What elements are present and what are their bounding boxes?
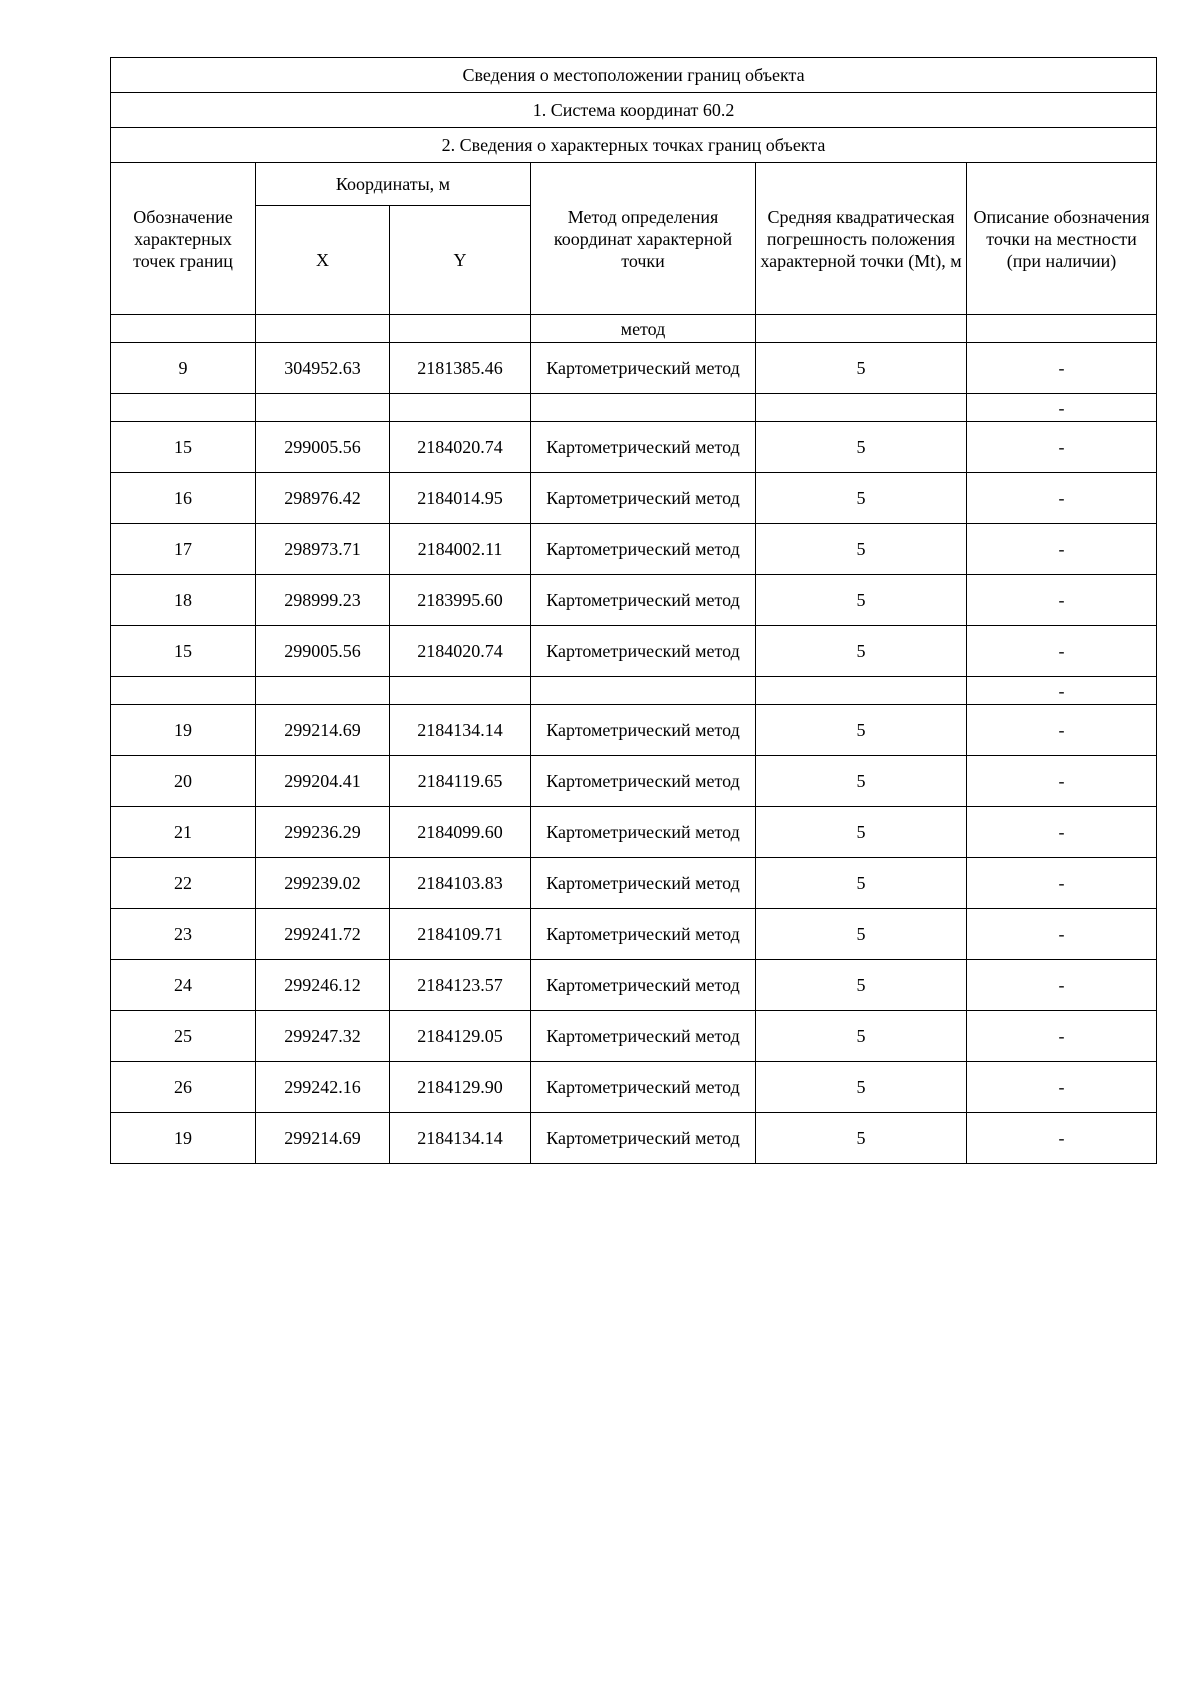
x-cell: 299005.56 [256, 422, 390, 473]
description-cell: - [967, 677, 1157, 705]
y-cell: 2184002.11 [390, 524, 531, 575]
point-cell [111, 394, 256, 422]
error-cell: 5 [756, 960, 967, 1011]
error-cell: 5 [756, 1062, 967, 1113]
error-cell: 5 [756, 473, 967, 524]
x-cell [256, 315, 390, 343]
method-cell: Картометрический метод [531, 960, 756, 1011]
error-cell: 5 [756, 1113, 967, 1164]
x-cell [256, 394, 390, 422]
table-row [111, 524, 1157, 575]
x-cell: 299204.41 [256, 756, 390, 807]
method-cell: метод [531, 315, 756, 343]
method-cell: Картометрический метод [531, 909, 756, 960]
method-cell: Картометрический метод [531, 343, 756, 394]
title-row [111, 58, 1157, 93]
point-cell: 19 [111, 1113, 256, 1164]
point-cell: 22 [111, 858, 256, 909]
table-row [111, 394, 1157, 422]
method-cell: Картометрический метод [531, 626, 756, 677]
method-cell: Картометрический метод [531, 1011, 756, 1062]
description-cell: - [967, 422, 1157, 473]
y-cell: 2184129.90 [390, 1062, 531, 1113]
point-cell: 21 [111, 807, 256, 858]
description-cell: - [967, 524, 1157, 575]
x-cell: 299247.32 [256, 1011, 390, 1062]
error-cell: 5 [756, 422, 967, 473]
y-cell: 2184129.05 [390, 1011, 531, 1062]
x-cell: 299239.02 [256, 858, 390, 909]
y-cell: 2184103.83 [390, 858, 531, 909]
description-cell [967, 315, 1157, 343]
description-cell: - [967, 960, 1157, 1011]
y-cell [390, 315, 531, 343]
point-cell: 15 [111, 422, 256, 473]
error-cell: 5 [756, 1011, 967, 1062]
error-cell: 5 [756, 524, 967, 575]
x-cell: 299214.69 [256, 705, 390, 756]
y-cell: 2184134.14 [390, 1113, 531, 1164]
table-row [111, 858, 1157, 909]
x-cell: 298973.71 [256, 524, 390, 575]
description-cell: - [967, 807, 1157, 858]
x-cell: 299246.12 [256, 960, 390, 1011]
table-row [111, 422, 1157, 473]
error-cell: 5 [756, 909, 967, 960]
error-cell: 5 [756, 858, 967, 909]
method-cell: Картометрический метод [531, 858, 756, 909]
point-cell: 16 [111, 473, 256, 524]
description-cell: - [967, 343, 1157, 394]
header-coordinates: Координаты, м [256, 163, 531, 206]
method-cell: Картометрический метод [531, 756, 756, 807]
table-row [111, 626, 1157, 677]
description-cell: - [967, 1011, 1157, 1062]
y-cell: 2184099.60 [390, 807, 531, 858]
point-cell: 18 [111, 575, 256, 626]
table-row [111, 960, 1157, 1011]
description-cell: - [967, 394, 1157, 422]
method-cell [531, 677, 756, 705]
description-cell: - [967, 626, 1157, 677]
coordinate-system-row [111, 93, 1157, 128]
table-row [111, 756, 1157, 807]
header-method: Метод определения координат характерной точки [531, 163, 756, 315]
method-cell: Картометрический метод [531, 807, 756, 858]
table-row [111, 1011, 1157, 1062]
x-cell: 299005.56 [256, 626, 390, 677]
y-cell: 2184020.74 [390, 422, 531, 473]
error-cell [756, 315, 967, 343]
x-cell: 299241.72 [256, 909, 390, 960]
point-cell: 17 [111, 524, 256, 575]
error-cell [756, 394, 967, 422]
y-cell: 2184123.57 [390, 960, 531, 1011]
point-cell: 24 [111, 960, 256, 1011]
header-y: Y [390, 206, 531, 315]
description-cell: - [967, 705, 1157, 756]
method-cell: Картометрический метод [531, 705, 756, 756]
y-cell: 2181385.46 [390, 343, 531, 394]
table-row [111, 1062, 1157, 1113]
y-cell [390, 394, 531, 422]
method-cell: Картометрический метод [531, 422, 756, 473]
point-cell: 15 [111, 626, 256, 677]
method-cell: Картометрический метод [531, 575, 756, 626]
y-cell: 2184119.65 [390, 756, 531, 807]
description-cell: - [967, 473, 1157, 524]
point-cell: 26 [111, 1062, 256, 1113]
points-title-row [111, 128, 1157, 163]
description-cell: - [967, 909, 1157, 960]
table-row [111, 1113, 1157, 1164]
boundary-points-table [110, 57, 1157, 1164]
description-cell: - [967, 858, 1157, 909]
error-cell: 5 [756, 626, 967, 677]
x-cell: 299236.29 [256, 807, 390, 858]
table-row [111, 473, 1157, 524]
description-cell: - [967, 575, 1157, 626]
table-title: Сведения о местоположении границ объекта [111, 58, 1157, 93]
description-cell: - [967, 1113, 1157, 1164]
coordinate-system: 1. Система координат 60.2 [111, 93, 1157, 128]
method-cell [531, 394, 756, 422]
y-cell [390, 677, 531, 705]
header-error: Средняя квадратическая погрешность положения характерной точки (Mt), м [756, 163, 967, 315]
x-cell: 304952.63 [256, 343, 390, 394]
error-cell: 5 [756, 343, 967, 394]
y-cell: 2184014.95 [390, 473, 531, 524]
x-cell [256, 677, 390, 705]
description-cell: - [967, 1062, 1157, 1113]
table-row [111, 575, 1157, 626]
error-cell [756, 677, 967, 705]
point-cell [111, 677, 256, 705]
table-row [111, 909, 1157, 960]
x-cell: 298976.42 [256, 473, 390, 524]
table-row [111, 807, 1157, 858]
points-section-title: 2. Сведения о характерных точках границ объекта [111, 128, 1157, 163]
description-cell: - [967, 756, 1157, 807]
x-cell: 298999.23 [256, 575, 390, 626]
table-row [111, 705, 1157, 756]
point-cell [111, 315, 256, 343]
point-cell: 9 [111, 343, 256, 394]
header-row-1 [111, 163, 1157, 206]
y-cell: 2184134.14 [390, 705, 531, 756]
header-x: X [256, 206, 390, 315]
point-cell: 19 [111, 705, 256, 756]
y-cell: 2184109.71 [390, 909, 531, 960]
method-cell: Картометрический метод [531, 473, 756, 524]
table-body [111, 58, 1157, 1164]
error-cell: 5 [756, 756, 967, 807]
x-cell: 299214.69 [256, 1113, 390, 1164]
method-cell: Картометрический метод [531, 1062, 756, 1113]
method-cell: Картометрический метод [531, 1113, 756, 1164]
method-cell: Картометрический метод [531, 524, 756, 575]
x-cell: 299242.16 [256, 1062, 390, 1113]
table-row [111, 343, 1157, 394]
point-cell: 23 [111, 909, 256, 960]
table-row [111, 315, 1157, 343]
table-row [111, 677, 1157, 705]
header-description: Описание обозначения точки на местности (при наличии) [967, 163, 1157, 315]
point-cell: 20 [111, 756, 256, 807]
point-cell: 25 [111, 1011, 256, 1062]
y-cell: 2183995.60 [390, 575, 531, 626]
header-designation: Обозначение характерных точек границ [111, 163, 256, 315]
error-cell: 5 [756, 705, 967, 756]
error-cell: 5 [756, 807, 967, 858]
error-cell: 5 [756, 575, 967, 626]
y-cell: 2184020.74 [390, 626, 531, 677]
